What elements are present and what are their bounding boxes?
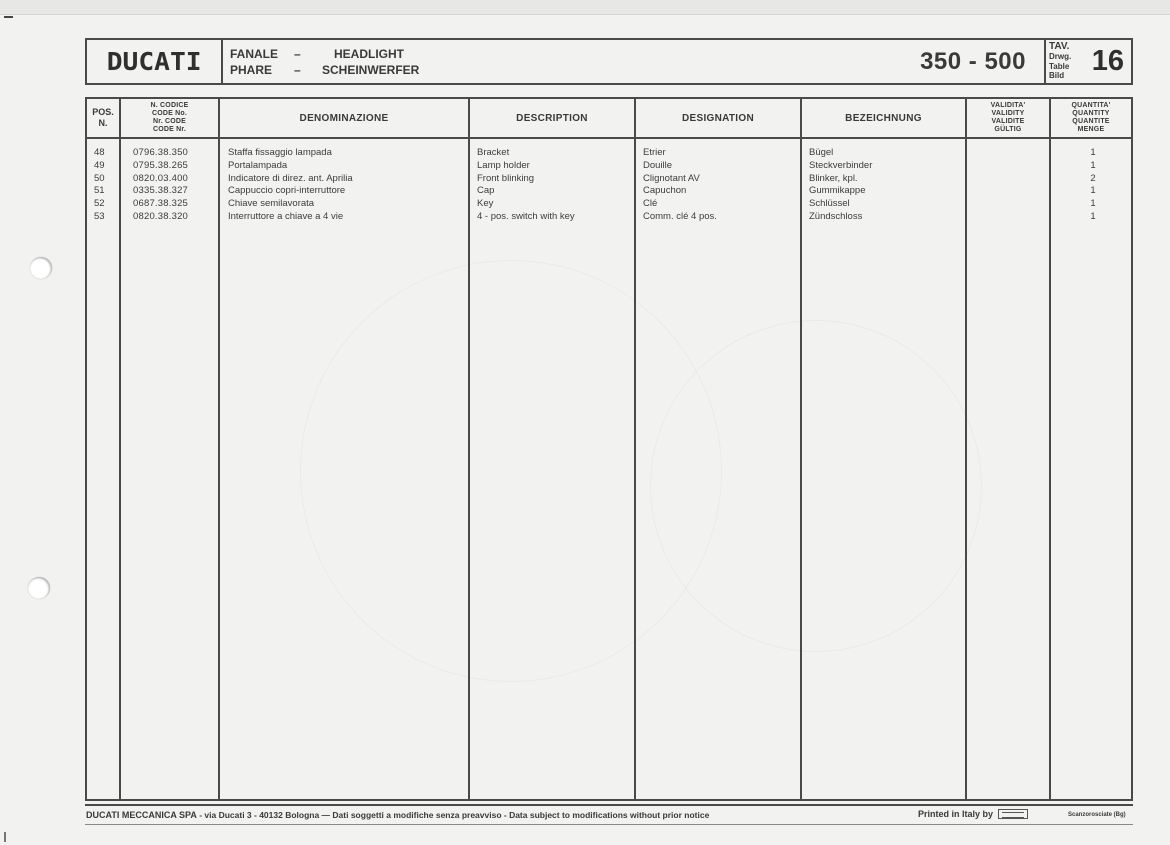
cell-denominazione: Staffa fissaggio lampada [228, 147, 332, 158]
table-number: 16 [1091, 45, 1124, 77]
header-code [121, 99, 218, 137]
cell-code: 0820.38.320 [133, 210, 189, 222]
cell-quantity: 2 [1090, 172, 1096, 184]
cell-quantity: 1 [1090, 147, 1096, 158]
cell-denominazione: Indicatore di direz. ant. Aprilia [228, 172, 353, 184]
cell-pos: 51 [94, 185, 105, 197]
cell-denominazione: Cappuccio copri-interruttore [228, 185, 346, 197]
table-row [87, 211, 1131, 224]
cell-quantity: 1 [1090, 210, 1096, 222]
title-german: SCHEINWERFER [322, 63, 420, 77]
header-validity-line: GÜLTIG [994, 126, 1022, 133]
cell-pos: 50 [94, 172, 105, 184]
cell-quantity: 1 [1090, 198, 1096, 210]
logo-cell [87, 40, 223, 83]
title-separator: – [294, 47, 301, 61]
cell-pos: 53 [94, 210, 105, 222]
label-bild: Bild [1049, 71, 1065, 80]
header-denominazione: DENOMINAZIONE [299, 112, 389, 124]
title-lines [230, 46, 419, 78]
header-pos [87, 99, 119, 137]
page-top-edge [0, 0, 1170, 15]
title-separator: – [294, 63, 301, 77]
cell-designation: Clignotant AV [643, 172, 700, 184]
header-code-line: CODE No. [151, 110, 188, 117]
header-quantity-line: MENGE [1077, 126, 1105, 133]
title-block [85, 38, 1133, 85]
printed-by-label: Printed in Italy by [918, 809, 994, 819]
cell-designation: Etrier [643, 147, 666, 158]
cell-description: 4 - pos. switch with key [477, 210, 575, 222]
footer-company: DUCATI MECCANICA SPA [86, 810, 197, 820]
header-bezeichnung: BEZEICHNUNG [845, 112, 922, 124]
header-validity-line: VALIDITA' [990, 102, 1026, 109]
cell-code: 0820.03.400 [133, 172, 189, 184]
footer-address-disclaimer: - via Ducati 3 - 40132 Bologna — Dati soggetti a modifiche senza preavviso - Data subject to modifications without prior notice [196, 810, 710, 820]
header-description: DESCRIPTION [516, 112, 588, 124]
cell-description: Bracket [477, 147, 510, 158]
cell-designation: Douille [643, 159, 673, 171]
cell-code: 0687.38.325 [133, 198, 189, 210]
table-labels [1049, 41, 1071, 81]
cell-code: 0335.38.327 [133, 185, 189, 197]
title-english: HEADLIGHT [334, 47, 404, 61]
cell-designation: Clé [643, 198, 658, 210]
title-french: PHARE [230, 63, 273, 77]
header-designation: DESIGNATION [681, 112, 754, 124]
cell-bezeichnung: Bügel [809, 147, 834, 158]
cell-denominazione: Chiave semilavorata [228, 198, 315, 210]
header-code-line: CODE Nr. [152, 126, 187, 133]
footer-printed-by [918, 809, 1028, 819]
edge-mark [4, 832, 6, 842]
cell-pos: 52 [94, 198, 105, 210]
footer-bottom-rule [85, 824, 1133, 825]
cell-denominazione: Portalampada [228, 159, 288, 171]
title-line-italian-english [230, 46, 419, 62]
cell-description: Lamp holder [477, 159, 530, 171]
cell-bezeichnung: Steckverbinder [809, 159, 873, 171]
punch-hole [28, 577, 50, 599]
table-number-cell [1044, 40, 1131, 83]
header-quantity [1051, 99, 1131, 137]
cell-pos: 49 [94, 159, 105, 171]
cell-denominazione: Interruttore a chiave a 4 vie [228, 210, 344, 222]
table-row [87, 147, 1131, 160]
cell-code: 0796.38.350 [133, 147, 189, 158]
cell-code: 0795.38.265 [133, 159, 189, 171]
cell-pos: 48 [94, 147, 105, 158]
cell-description: Front blinking [477, 172, 535, 184]
label-drwg: Drwg. [1049, 52, 1072, 61]
parts-table [85, 97, 1133, 801]
cell-bezeichnung: Zündschloss [809, 210, 863, 222]
header-validity-line: VALIDITY [991, 110, 1025, 117]
header-validity-line: VALIDITE [991, 118, 1025, 125]
ducati-logo: DUCATI [106, 47, 202, 76]
header-pos-line: POS. [92, 107, 114, 117]
model-range: 350 - 500 [920, 48, 1026, 75]
printer-location: Scanzorosciate (Bg) [1068, 812, 1126, 818]
footer-rule [85, 804, 1133, 806]
printer-logo-icon [998, 809, 1028, 819]
table-body [87, 147, 1131, 224]
cell-bezeichnung: Blinker, kpl. [809, 172, 858, 184]
header-pos-line: N. [98, 118, 108, 128]
label-table: Table [1049, 61, 1070, 71]
cell-description: Key [477, 198, 494, 210]
title-italian: FANALE [230, 47, 278, 61]
label-tav: TAV. [1049, 41, 1070, 52]
table-row [87, 173, 1131, 186]
cell-quantity: 1 [1090, 185, 1096, 197]
header-quantity-line: QUANTITA' [1071, 102, 1111, 109]
header-divider [87, 137, 1131, 139]
header-code-line: N. CODICE [150, 102, 189, 109]
cell-bezeichnung: Gummikappe [809, 185, 866, 197]
table-row [87, 198, 1131, 211]
cell-designation: Comm. clé 4 pos. [643, 210, 717, 222]
header-quantity-line: QUANTITE [1072, 118, 1110, 125]
header-validity [967, 99, 1049, 137]
cell-bezeichnung: Schlüssel [809, 198, 850, 210]
cell-quantity: 1 [1090, 159, 1096, 171]
title-line-french-german [230, 62, 419, 78]
corner-mark [4, 16, 13, 18]
cell-description: Cap [477, 185, 495, 197]
header-code-line: Nr. CODE [152, 118, 187, 125]
cell-designation: Capuchon [643, 185, 687, 197]
header-quantity-line: QUANTITY [1072, 110, 1110, 117]
table-row [87, 185, 1131, 198]
punch-hole [30, 257, 52, 279]
table-row [87, 160, 1131, 173]
footer-notice [86, 810, 709, 820]
